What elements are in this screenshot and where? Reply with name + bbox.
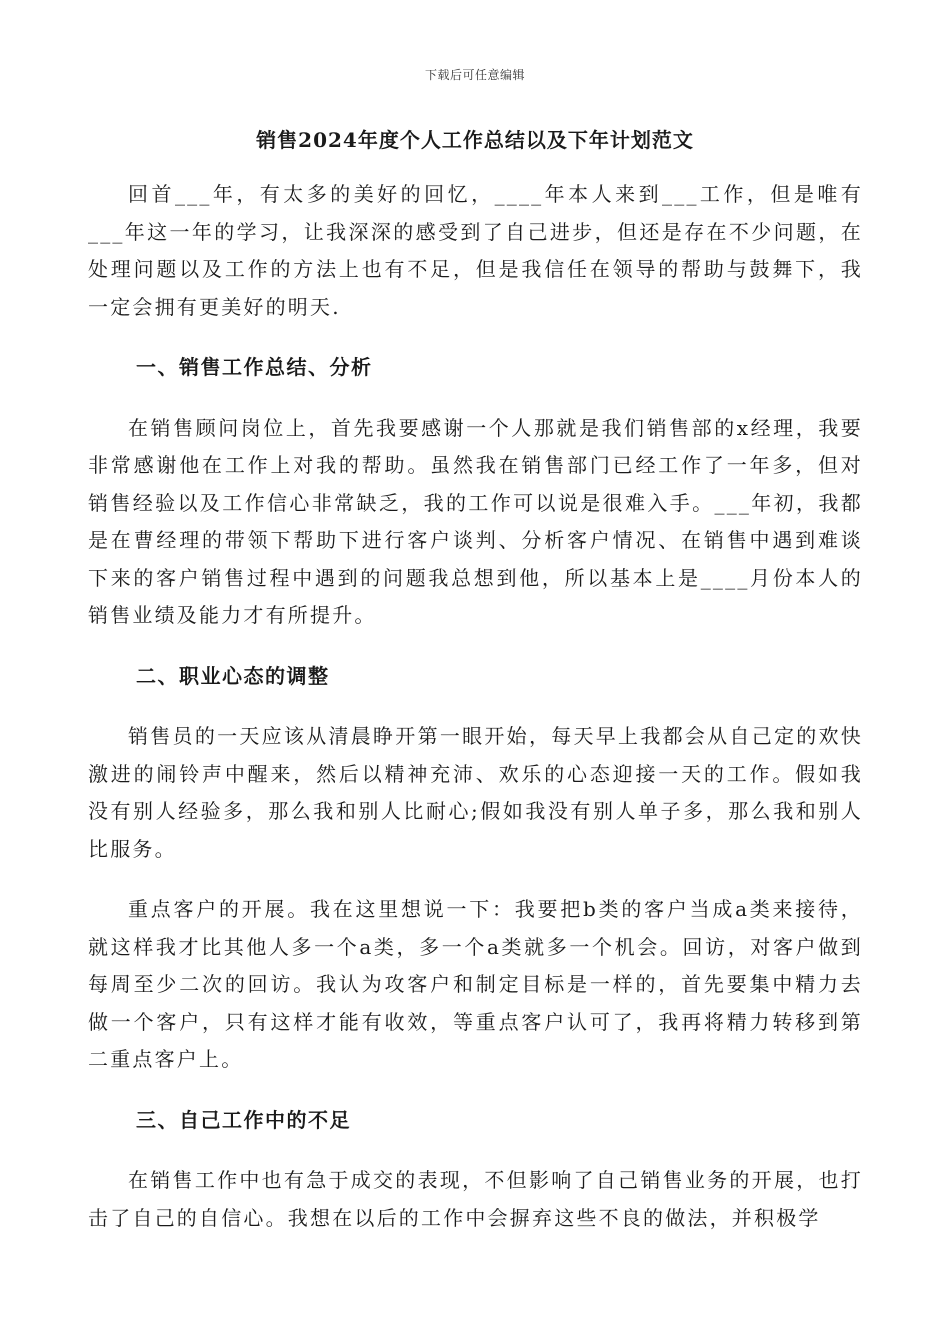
paragraph-key-clients: 重点客户的开展。我在这里想说一下：我要把b类的客户当成a类来接待，就这样我才比其他人多一个a类，多一个a类就多一个机会。回访，对客户做到每周至少二次的回访。我认为攻客户和制定目标是一样的，首先要集中精力去做一个客户，只有这样才能有收效，等重点客户认可了，我再将精力转移到第二重点客户上。 — [88, 897, 863, 1071]
section-heading-3: 三、自己工作中的不足 — [136, 1107, 351, 1132]
paragraph-sales-summary: 在销售顾问岗位上，首先我要感谢一个人那就是我们销售部的x经理，我要非常感谢他在工作上对我的帮助。虽然我在销售部门已经工作了一年多，但对销售经验以及工作信心非常缺乏，我的工作可以说是很难入手。___年初，我都是在曹经理的带领下帮助下进行客户谈判、分析客户情况、在销售中遇到难谈下来的客户销售过程中遇到的问题我总想到他，所以基本上是____月份本人的销售业绩及能力才有所提升。 — [88, 415, 863, 627]
paragraph-intro: 回首___年，有太多的美好的回忆，____年本人来到___工作，但是唯有___年这一年的学习，让我深深的感受到了自己进步，但还是存在不少问题，在处理问题以及工作的方法上也有不足，但是我信任在领导的帮助与鼓舞下，我一定会拥有更美好的明天. — [88, 182, 863, 319]
section-heading-2: 二、职业心态的调整 — [136, 663, 330, 688]
paragraph-shortcomings: 在销售工作中也有急于成交的表现，不但影响了自己销售业务的开展，也打击了自己的自信心。我想在以后的工作中会摒弃这些不良的做法，并积极学 — [88, 1168, 863, 1230]
document-body — [88, 176, 863, 1260]
paragraph-mindset: 销售员的一天应该从清晨睁开第一眼开始，每天早上我都会从自己定的欢快激进的闹铃声中醒来，然后以精神充沛、欢乐的心态迎接一天的工作。假如我没有别人经验多，那么我和别人比耐心;假如我没有别人单子多，那么我和别人比服务。 — [88, 724, 863, 861]
document-title: 销售2024年度个人工作总结以及下年计划范文 — [256, 128, 694, 152]
section-heading-1: 一、销售工作总结、分析 — [136, 355, 373, 379]
header-note: 下载后可任意编辑 — [424, 68, 525, 82]
